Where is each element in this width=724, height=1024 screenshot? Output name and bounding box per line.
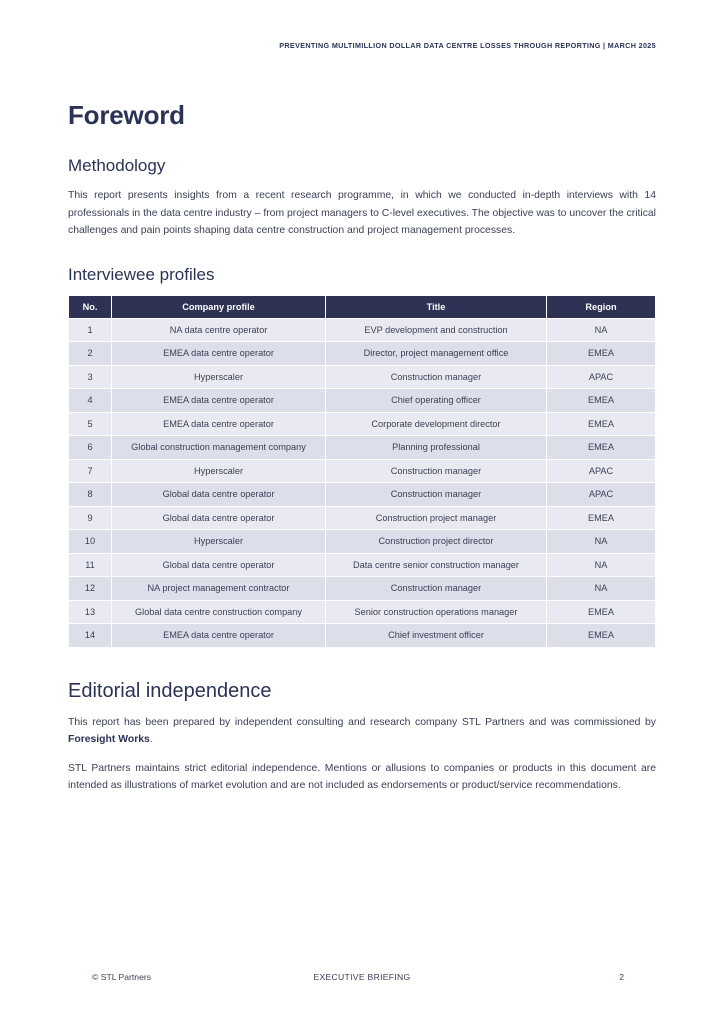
- column-header-region: Region: [547, 295, 656, 318]
- footer-copyright: © STL Partners: [92, 972, 152, 982]
- cell-company: Hyperscaler: [112, 459, 326, 483]
- cell-no: 4: [69, 389, 112, 413]
- footer-page-number: 2: [619, 972, 624, 982]
- cell-company: Global data centre operator: [112, 483, 326, 507]
- cell-title: Construction manager: [326, 483, 547, 507]
- interviewee-profiles-heading: Interviewee profiles: [68, 264, 215, 284]
- cell-company: Global construction management company: [112, 436, 326, 460]
- cell-title: Senior construction operations manager: [326, 600, 547, 624]
- table-row: [69, 577, 656, 601]
- cell-company: NA data centre operator: [112, 318, 326, 342]
- cell-title: EVP development and construction: [326, 318, 547, 342]
- cell-no: 6: [69, 436, 112, 460]
- page-footer: [68, 972, 656, 982]
- table-row: [69, 389, 656, 413]
- footer-document-type: EXECUTIVE BRIEFING: [313, 972, 411, 982]
- editorial-paragraph-1: [68, 714, 656, 749]
- cell-no: 3: [69, 365, 112, 389]
- editorial-paragraph-2: STL Partners maintains strict editorial independence. Mentions or allusions to companies or products in this document are intended as illustrations of market evolution and are not included as endorsements or product/service recommendations.: [68, 762, 656, 791]
- cell-no: 12: [69, 577, 112, 601]
- table-row: [69, 412, 656, 436]
- cell-title: Chief operating officer: [326, 389, 547, 413]
- table-row: [69, 436, 656, 460]
- page-title: Foreword: [68, 100, 185, 130]
- cell-company: Global data centre operator: [112, 506, 326, 530]
- running-header: PREVENTING MULTIMILLION DOLLAR DATA CENTRE LOSSES THROUGH REPORTING | MARCH 2025: [279, 41, 656, 50]
- table-row: [69, 506, 656, 530]
- cell-region: APAC: [547, 459, 656, 483]
- cell-title: Construction manager: [326, 459, 547, 483]
- cell-no: 11: [69, 553, 112, 577]
- cell-company: Hyperscaler: [112, 365, 326, 389]
- editorial-independence-heading: Editorial independence: [68, 679, 272, 702]
- table-row: [69, 483, 656, 507]
- cell-title: Chief investment officer: [326, 624, 547, 648]
- methodology-heading: Methodology: [68, 156, 166, 175]
- cell-title: Construction manager: [326, 577, 547, 601]
- cell-region: NA: [547, 553, 656, 577]
- cell-title: Corporate development director: [326, 412, 547, 436]
- cell-title: Construction manager: [326, 365, 547, 389]
- table-row: [69, 553, 656, 577]
- cell-region: EMEA: [547, 600, 656, 624]
- methodology-paragraph: This report presents insights from a recent research programme, in which we conducted in-depth interviews with 14 professionals in the data centre industry – from project managers to C-level executives. The objective was to uncover the critical challenges and pain points shaping data centre construction and project management processes.: [68, 190, 656, 236]
- cell-company: Hyperscaler: [112, 530, 326, 554]
- cell-region: EMEA: [547, 389, 656, 413]
- cell-company: EMEA data centre operator: [112, 389, 326, 413]
- cell-title: Construction project manager: [326, 506, 547, 530]
- cell-company: EMEA data centre operator: [112, 624, 326, 648]
- table-row: [69, 600, 656, 624]
- cell-title: Director, project management office: [326, 342, 547, 366]
- cell-no: 7: [69, 459, 112, 483]
- cell-region: EMEA: [547, 342, 656, 366]
- cell-title: Construction project director: [326, 530, 547, 554]
- cell-no: 14: [69, 624, 112, 648]
- cell-region: EMEA: [547, 624, 656, 648]
- table-header-row: [69, 295, 656, 318]
- cell-region: NA: [547, 530, 656, 554]
- cell-company: Global data centre construction company: [112, 600, 326, 624]
- cell-no: 9: [69, 506, 112, 530]
- editorial-text-after: .: [149, 734, 153, 745]
- cell-company: Global data centre operator: [112, 553, 326, 577]
- table-row: [69, 530, 656, 554]
- cell-region: EMEA: [547, 412, 656, 436]
- cell-company: EMEA data centre operator: [112, 412, 326, 436]
- cell-company: EMEA data centre operator: [112, 342, 326, 366]
- cell-no: 2: [69, 342, 112, 366]
- cell-region: APAC: [547, 365, 656, 389]
- table-row: [69, 624, 656, 648]
- column-header-no: No.: [69, 295, 112, 318]
- cell-company: NA project management contractor: [112, 577, 326, 601]
- editorial-text-before: This report has been prepared by independent consulting and research company STL Partners and was commissioned by: [68, 716, 656, 728]
- column-header-title: Title: [326, 295, 547, 318]
- cell-region: APAC: [547, 483, 656, 507]
- table-row: [69, 342, 656, 366]
- column-header-company-profile: Company profile: [112, 295, 326, 318]
- cell-region: EMEA: [547, 436, 656, 460]
- cell-title: Planning professional: [326, 436, 547, 460]
- cell-no: 13: [69, 600, 112, 624]
- cell-no: 8: [69, 483, 112, 507]
- cell-region: EMEA: [547, 506, 656, 530]
- table-row: [69, 459, 656, 483]
- cell-no: 1: [69, 318, 112, 342]
- cell-region: NA: [547, 318, 656, 342]
- cell-no: 5: [69, 412, 112, 436]
- commissioner-name: Foresight Works: [68, 734, 150, 745]
- cell-region: NA: [547, 577, 656, 601]
- table-row: [69, 318, 656, 342]
- cell-title: Data centre senior construction manager: [326, 553, 547, 577]
- cell-no: 10: [69, 530, 112, 554]
- interviewee-profiles-table: [68, 295, 656, 648]
- table-row: [69, 365, 656, 389]
